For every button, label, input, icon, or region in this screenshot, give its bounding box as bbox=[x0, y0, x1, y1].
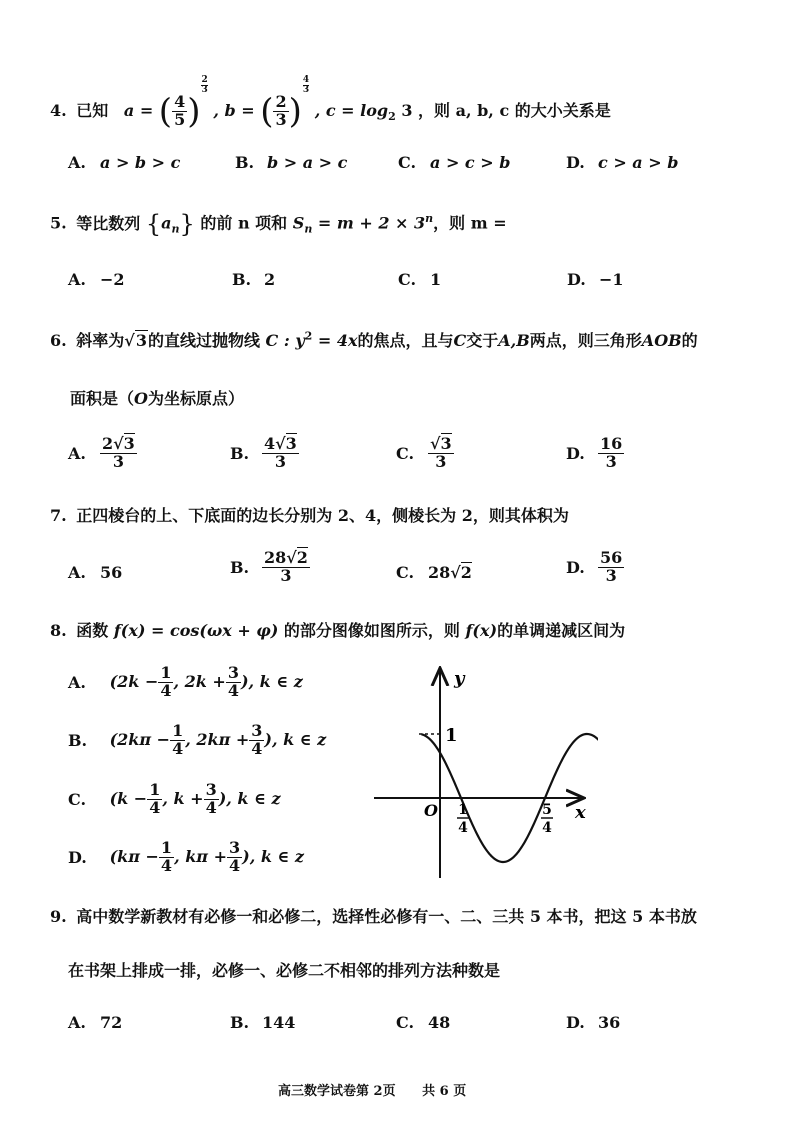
svg-text:4: 4 bbox=[458, 820, 468, 836]
cosine-graph bbox=[368, 660, 598, 880]
option-d[interactable]: D. (kπ − $\frac{1}{4}$ , kπ + $\frac{3}{4}$ ), k ∈ z bbox=[68, 838, 304, 875]
svg-text:4: 4 bbox=[542, 820, 552, 836]
option-b[interactable]: B. 2 bbox=[232, 270, 276, 289]
b-base-fraction: $\frac{2}{3}$ bbox=[275, 92, 287, 129]
option-b[interactable]: B. $\frac{28√2}{3}$ bbox=[230, 548, 308, 585]
option-b[interactable]: B. 144 bbox=[230, 1013, 296, 1032]
a-base-fraction: $\frac{4}{5}$ bbox=[174, 92, 186, 129]
option-b[interactable]: B. $\frac{4√3}{3}$ bbox=[230, 434, 297, 471]
option-c[interactable]: C. 28√2 bbox=[396, 563, 472, 582]
svg-text:1: 1 bbox=[458, 802, 468, 818]
question-8: 8. 函数 f(x) = cos(ωx + φ) 的部分图像如图所示，则 f(x)的单调递减区间为 bbox=[50, 621, 626, 640]
question-5: 5. 等比数列 $\{a_n\}$ 的前 n 项和 $S_n = m + 2 \times 3^n$，则 m = bbox=[50, 210, 507, 238]
option-c[interactable]: C. (k − $\frac{1}{4}$ , k + $\frac{3}{4}$ ), k ∈ z bbox=[68, 780, 281, 817]
page-number: 高三数学试卷第 2页 bbox=[278, 1084, 396, 1099]
question-4: 4. 已知 a = ( $\frac{4}{5}$ ) $\frac{2}{3}$ , b = ( $\frac{2}{3}$ ) $\frac{4}{3}$ , $c = \log_2 3$ ，则 a, b, c 的大小关系是 bbox=[50, 75, 611, 132]
amplitude-label: 1 bbox=[445, 725, 458, 746]
option-d[interactable]: D. $\frac{16}{3}$ bbox=[566, 434, 623, 471]
tick-label-one-quarter bbox=[457, 802, 469, 836]
option-a[interactable]: A. a > b > c bbox=[68, 153, 181, 172]
question-7: 7. 正四棱台的上、下底面的边长分别为 2、4，侧棱长为 2，则其体积为 bbox=[50, 506, 569, 525]
x-axis-label: x bbox=[575, 802, 586, 823]
option-c[interactable]: C. 48 bbox=[396, 1013, 451, 1032]
question-number: 8. bbox=[50, 621, 67, 640]
option-d[interactable]: D. $\frac{56}{3}$ bbox=[566, 548, 623, 585]
question-lead: 等比数列 bbox=[76, 213, 141, 233]
question-number: 4. bbox=[50, 101, 67, 120]
var-b-eq: , b = bbox=[213, 101, 255, 120]
question-lead: 已知 bbox=[76, 101, 109, 120]
option-b[interactable]: B. (2kπ − $\frac{1}{4}$ , 2kπ + $\frac{3}{4}$ ), k ∈ z bbox=[68, 721, 327, 758]
option-c[interactable]: C. 1 bbox=[398, 270, 442, 289]
question-9-line2: 在书架上排成一排，必修一、必修二不相邻的排列方法种数是 bbox=[68, 961, 501, 980]
question-number: 9. bbox=[50, 907, 67, 926]
option-a[interactable]: A. 56 bbox=[68, 563, 123, 582]
page-total: 共 6 页 bbox=[422, 1084, 467, 1099]
var-c-eq: , c = log bbox=[314, 101, 389, 120]
tick-label-five-quarters bbox=[541, 802, 553, 836]
option-d[interactable]: D. 36 bbox=[566, 1013, 621, 1032]
origin-label: O bbox=[424, 801, 438, 820]
a-exponent: $\frac{2}{3}$ bbox=[201, 75, 208, 95]
question-tail: ，则 a, b, c 的大小关系是 bbox=[418, 101, 611, 120]
option-a[interactable]: A. (2k − $\frac{1}{4}$ , 2k + $\frac{3}{4}$ ), k ∈ z bbox=[68, 663, 303, 700]
option-c[interactable]: C. $\frac{√3}{3}$ bbox=[396, 434, 452, 471]
y-axis-label: y bbox=[454, 668, 465, 689]
b-exponent: $\frac{4}{3}$ bbox=[302, 75, 310, 95]
page-footer bbox=[278, 1080, 466, 1099]
svg-text:5: 5 bbox=[542, 802, 552, 818]
question-number: 5. bbox=[50, 213, 67, 233]
option-c[interactable]: C. a > c > b bbox=[398, 153, 511, 172]
question-number: 6. bbox=[50, 331, 67, 350]
option-d[interactable]: D. c > a > b bbox=[566, 153, 679, 172]
question-9: 9. 高中数学新教材有必修一和必修二，选择性必修有一、二、三共 5 本书，把这 5 本书放 bbox=[50, 907, 697, 926]
log-base: 2 bbox=[388, 110, 396, 124]
sqrt-3: √3 bbox=[124, 331, 147, 350]
question-6: 6. 斜率为√3的直线过抛物线 C : $y^2 = 4x$的焦点，且与C交于A,B两点，则三角形AOB的 bbox=[50, 329, 698, 350]
question-6-line2: 面积是（O为坐标原点） bbox=[70, 389, 244, 408]
option-d[interactable]: D. −1 bbox=[567, 270, 624, 289]
option-a[interactable]: A. $\frac{2√3}{3}$ bbox=[68, 434, 135, 471]
option-a[interactable]: A. −2 bbox=[68, 270, 125, 289]
var-a-eq: a = bbox=[123, 101, 154, 120]
option-b[interactable]: B. b > a > c bbox=[235, 153, 348, 172]
question-number: 7. bbox=[50, 506, 67, 525]
option-a[interactable]: A. 72 bbox=[68, 1013, 123, 1032]
